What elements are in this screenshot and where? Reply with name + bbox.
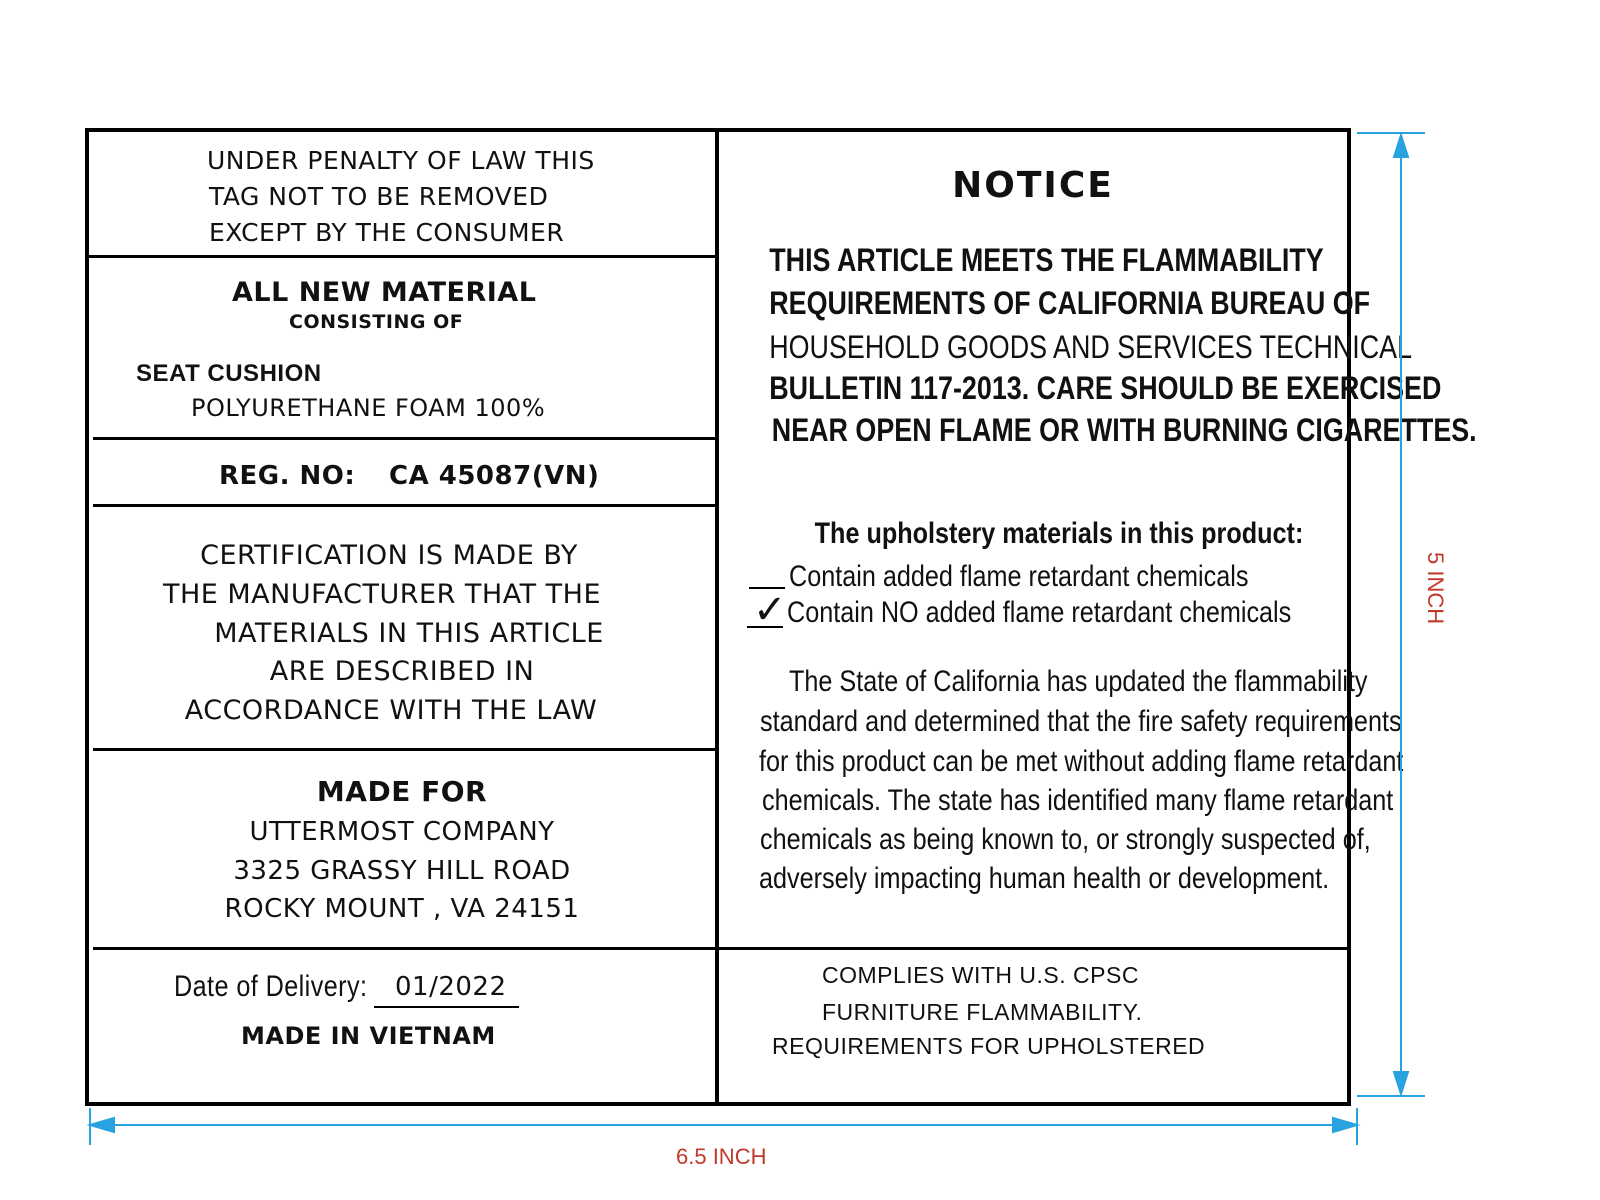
option-label-1: Contain added flame retardant chemicals <box>789 560 1249 593</box>
made-for-company: UTTERMOST COMPANY <box>249 817 555 847</box>
height-label: 5 INCH <box>1423 552 1448 625</box>
cpsc-line-1: COMPLIES WITH U.S. CPSC <box>822 962 1139 988</box>
delivery-label: Date of Delivery: <box>174 970 368 1003</box>
notice-title: NOTICE <box>952 165 1114 206</box>
cert-line-5: ACCORDANCE WITH THE LAW <box>184 695 598 726</box>
width-arrow-left <box>90 1118 114 1132</box>
state-line-2: standard and determined that the fire safety requirements <box>760 705 1402 738</box>
state-line-5: chemicals as being known to, or strongly suspected of, <box>760 823 1371 856</box>
cpsc-line-2: FURNITURE FLAMMABILITY. <box>822 999 1143 1025</box>
notice-line-3: HOUSEHOLD GOODS AND SERVICES TECHNICAL <box>769 329 1413 365</box>
cert-line-3: MATERIALS IN THIS ARTICLE <box>214 618 604 649</box>
check-mark-icon: ✓ <box>753 587 787 633</box>
notice-line-2: REQUIREMENTS OF CALIFORNIA BUREAU OF <box>769 285 1371 321</box>
state-line-6: adversely impacting human health or development. <box>759 862 1330 895</box>
origin-text: MADE IN VIETNAM <box>241 1022 496 1050</box>
component-name: SEAT CUSHION <box>136 360 322 387</box>
delivery-value: 01/2022 <box>395 972 507 1002</box>
upholstery-heading: The upholstery materials in this product: <box>814 517 1304 550</box>
made-for-city: ROCKY MOUNT , VA 24151 <box>224 894 580 924</box>
penalty-line-2: TAG NOT TO BE REMOVED <box>209 182 549 211</box>
component-detail: POLYURETHANE FOAM 100% <box>191 394 546 422</box>
height-arrow-bottom <box>1394 1072 1408 1094</box>
reg-value: CA 45087(VN) <box>389 461 600 491</box>
made-for-street: 3325 GRASSY HILL ROAD <box>233 856 571 886</box>
made-for-title: MADE FOR <box>316 775 488 808</box>
state-line-1: The State of California has updated the flammability <box>789 665 1368 698</box>
notice-line-5: NEAR OPEN FLAME OR WITH BURNING CIGARETTES. <box>771 412 1477 448</box>
width-label: 6.5 INCH <box>676 1144 767 1169</box>
width-arrow-right <box>1333 1118 1357 1132</box>
cpsc-line-3: REQUIREMENTS FOR UPHOLSTERED <box>772 1033 1206 1059</box>
reg-label: REG. NO: <box>219 461 356 491</box>
state-line-3: for this product can be met without adding flame retardant <box>759 745 1404 778</box>
option-label-2: Contain NO added flame retardant chemicals <box>787 596 1292 629</box>
material-subtitle: CONSISTING OF <box>289 311 464 333</box>
notice-line-4: BULLETIN 117-2013. CARE SHOULD BE EXERCISED <box>769 370 1442 406</box>
cert-line-1: CERTIFICATION IS MADE BY <box>200 540 578 571</box>
penalty-line-1: UNDER PENALTY OF LAW THIS <box>207 146 595 175</box>
height-arrow-top <box>1394 135 1408 157</box>
material-title: ALL NEW MATERIAL <box>232 277 537 308</box>
penalty-line-3: EXCEPT BY THE CONSUMER <box>209 218 565 247</box>
cert-line-2: THE MANUFACTURER THAT THE <box>162 579 602 610</box>
state-line-4: chemicals. The state has identified many flame retardant <box>762 784 1394 817</box>
cert-line-4: ARE DESCRIBED IN <box>269 656 535 687</box>
notice-line-1: THIS ARTICLE MEETS THE FLAMMABILITY <box>769 242 1324 278</box>
